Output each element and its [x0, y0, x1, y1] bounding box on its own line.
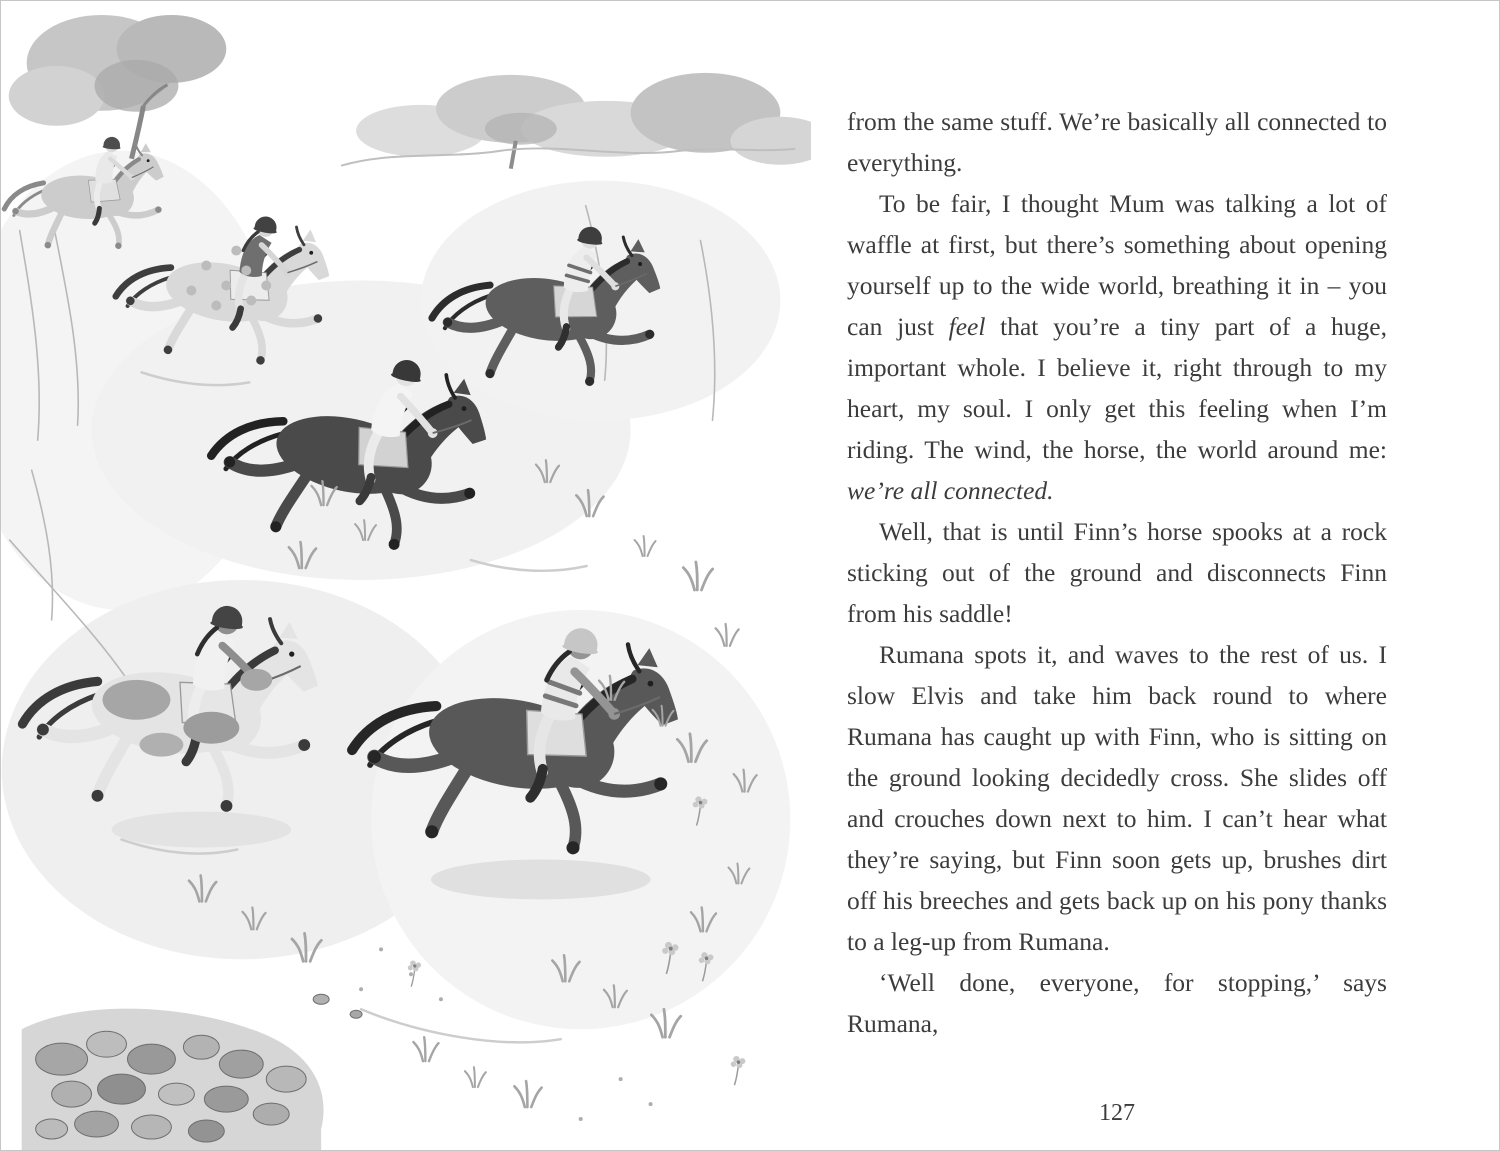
page-number: 127: [1099, 1100, 1135, 1126]
trees-skyline: [341, 73, 811, 169]
trees-top-left: [9, 15, 227, 159]
story-paragraph: [847, 511, 1387, 634]
ground-shadow: [431, 860, 651, 900]
riding-illustration: [1, 1, 811, 1150]
story-segment: ‘Well done, everyone, for stopping,’ says Rumana,: [847, 968, 1387, 1038]
story-segment-italic: we’re all connected.: [847, 476, 1054, 505]
ground-shadow: [112, 812, 292, 848]
story-segment: from the same stuff. We’re basically all connected to everything.: [847, 107, 1387, 177]
text-page: [811, 1, 1499, 1150]
wash-blobs: [1, 151, 790, 1029]
story-segment: that you’re a tiny part of a huge, important whole. I believe it, right through to my heart, my soul. I only get this feeling when I’m riding. The wind, the horse, the world around me:: [847, 312, 1387, 464]
illustration-page: [1, 1, 811, 1150]
story-paragraph: [847, 183, 1387, 511]
story-segment-italic: feel: [948, 312, 986, 341]
story-paragraph: [847, 634, 1387, 962]
story-segment: To be fair, I thought Mum was talking a lot of waffle at first, but there’s something about opening yourself up to the wide world, breathing it in – you can just: [847, 189, 1387, 341]
story-segment: Rumana spots it, and waves to the rest of us. I slow Elvis and take him back round to where Rumana has caught up with Finn, who is sitting on the ground looking decidedly cross. She slides off and crouches down next to him. I can’t hear what they’re saying, but Finn soon gets up, brushes dirt off his breeches and gets back up on his pony thanks to a leg-up from Rumana.: [847, 640, 1387, 956]
story-segment: Well, that is until Finn’s horse spooks at a rock sticking out of the ground and disconnects Finn from his saddle!: [847, 517, 1387, 628]
story-text: [847, 101, 1387, 1044]
story-paragraph: [847, 101, 1387, 183]
story-paragraph: [847, 962, 1387, 1044]
rock-cluster: [22, 994, 362, 1150]
